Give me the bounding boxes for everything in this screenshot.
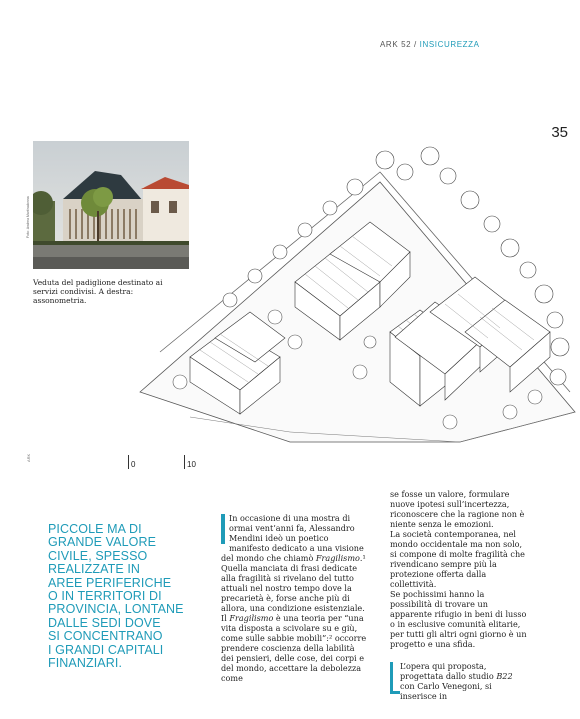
pullquote-line: REALIZZATE IN bbox=[48, 562, 141, 577]
pullquote-line: AREE PERIFERICHE bbox=[48, 575, 172, 590]
pullquote-line: O IN TERRITORI DI bbox=[48, 589, 162, 604]
paragraph: se fosse un valore, formulare nuove ipotesi sull’incertezza, riconoscere che la ragione non è niente senza le emozioni. bbox=[390, 489, 525, 529]
dropcap-bracket bbox=[390, 662, 396, 694]
photo-credit: Foto: Andrea Martiradonna bbox=[26, 196, 30, 238]
paragraph-text: In occasione di una mostra di ormai vent’anni fa, Alessandro Mendini ideò un poetico manifesto dedicato a una visione del mondo che chiamò bbox=[221, 513, 364, 563]
italic-term: Fragilismo bbox=[229, 613, 274, 623]
pullquote-line: FINANZIARI. bbox=[48, 656, 123, 671]
header-separator: / bbox=[411, 40, 420, 49]
italic-term: B22 bbox=[496, 671, 513, 681]
paragraph bbox=[390, 661, 528, 701]
axonometry-illustration bbox=[130, 142, 578, 464]
page-number: 35 bbox=[551, 124, 568, 141]
magazine-issue: ARK 52 bbox=[380, 40, 412, 49]
paragraph: La società contemporanea, nel mondo occidentale ma non solo, si compone di molte fragilità che rivendicano sempre più la protezione offerta dalla collettività. bbox=[390, 529, 525, 589]
photo-caption: Veduta del padiglione destinato ai servizi condivisi. A destra: assonometria. bbox=[33, 278, 163, 306]
paragraph bbox=[221, 613, 369, 683]
pullquote-line: PROVINCIA, LONTANE bbox=[48, 602, 184, 617]
pullquote-line: GRANDE VALORE bbox=[48, 535, 157, 550]
scale-label-zero: 0 bbox=[131, 460, 136, 469]
axonometric-drawing bbox=[130, 142, 578, 464]
paragraph-text: .¹ Quella manciata di frasi dedicate alla fragilità si rivelano del tutto attuali nel nostro tempo dove la precarietà è, forse anche più di allora, una condizione esistenziale. bbox=[221, 553, 366, 613]
body-column-1 bbox=[221, 513, 369, 683]
italic-term: Fragilismo bbox=[315, 553, 360, 563]
pullquote-line: CIVILE, SPESSO bbox=[48, 548, 148, 563]
paragraph-text: L’opera qui proposta, progettata dallo studio bbox=[400, 661, 497, 681]
pullquote bbox=[48, 523, 198, 670]
pullquote-line: I GRANDI CAPITALI bbox=[48, 642, 164, 657]
paragraph-text: con Carlo Venegoni, si inserisce in bbox=[400, 681, 492, 701]
paragraph-text: è una teoria per “una vita disposta a scivolare su e giù, come sulle sabbie mobili”:² occorre prendere coscienza della labilità dei pensieri, delle cose, dei corpi e del mondo, accettare la debolezza come bbox=[221, 613, 367, 683]
running-header bbox=[380, 40, 480, 49]
scale-label-ten: 10 bbox=[187, 460, 196, 469]
scale-bar-end bbox=[184, 455, 185, 469]
pullquote-line: SI CONCENTRANO bbox=[48, 629, 163, 644]
paragraph: Se pochissimi hanno la possibilità di trovare un apparente rifugio in beni di lusso o in esclusive comunità elitarie, per tutti gli altri ogni giorno è un progetto e una sfida. bbox=[390, 589, 527, 649]
scale-bar-start bbox=[128, 455, 129, 469]
body-column-2 bbox=[390, 489, 528, 701]
pullquote-line: DALLE SEDI DOVE bbox=[48, 615, 161, 630]
section-name: INSICUREZZA bbox=[419, 40, 480, 49]
side-mark: ARK bbox=[26, 453, 31, 462]
paragraph bbox=[221, 513, 369, 613]
pullquote-line: PICCOLE MA DI bbox=[48, 522, 142, 536]
paragraph-text: Il bbox=[221, 613, 230, 623]
dropcap-bar bbox=[221, 514, 225, 544]
